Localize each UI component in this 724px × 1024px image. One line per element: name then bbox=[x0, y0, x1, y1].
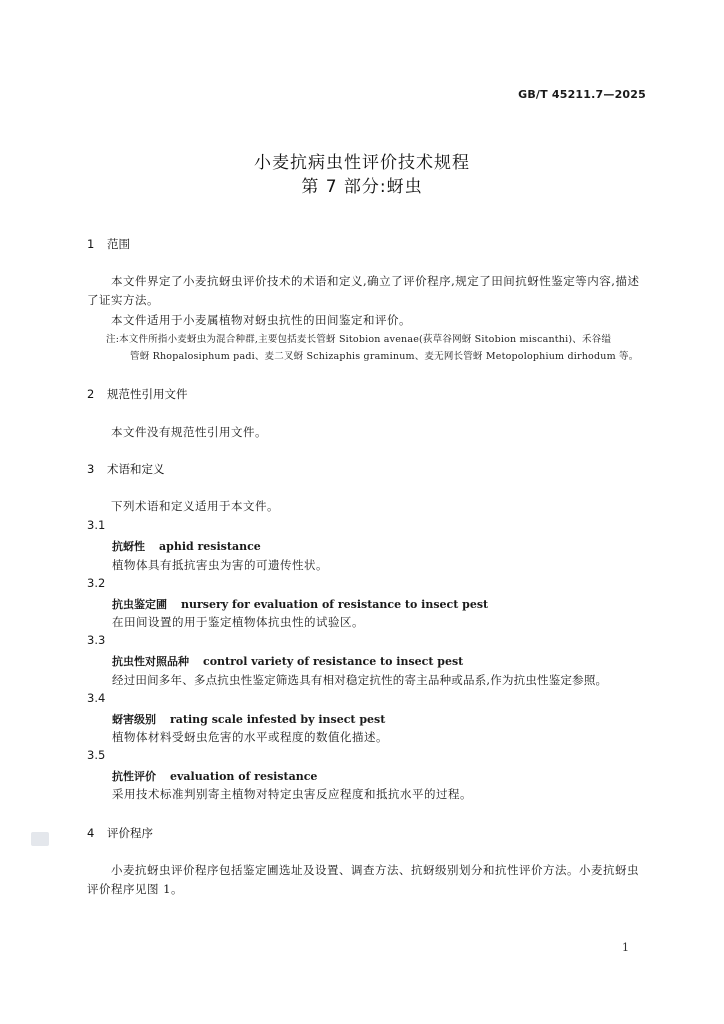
term-en: rating scale infested by insect pest bbox=[170, 713, 386, 726]
term-en: aphid resistance bbox=[159, 540, 261, 553]
term-heading bbox=[112, 711, 385, 727]
terms-intro: 下列术语和定义适用于本文件。 bbox=[111, 499, 279, 513]
section-number: 2 bbox=[87, 387, 95, 401]
page-number: 1 bbox=[622, 941, 629, 954]
term-number: 3.3 bbox=[87, 633, 106, 647]
section-number: 3 bbox=[87, 462, 95, 476]
section-1-heading bbox=[87, 236, 130, 252]
section-3-heading bbox=[87, 461, 165, 477]
term-zh: 抗蚜性 bbox=[112, 540, 145, 553]
term-definition: 采用技术标准判别寄主植物对特定虫害反应程度和抵抗水平的过程。 bbox=[112, 787, 472, 801]
section-2-heading bbox=[87, 386, 188, 402]
procedure-paragraph: 小麦抗蚜虫评价程序包括鉴定圃选址及设置、调查方法、抗蚜级别划分和抗性评价方法。小麦抗蚜虫评价程序见图 1。 bbox=[87, 863, 639, 896]
term-zh: 抗虫鉴定圃 bbox=[112, 598, 167, 611]
term-en: evaluation of resistance bbox=[170, 770, 318, 783]
term-definition: 在田间设置的用于鉴定植物体抗虫性的试验区。 bbox=[112, 615, 364, 629]
term-number: 3.2 bbox=[87, 576, 106, 590]
term-number: 3.5 bbox=[87, 748, 106, 762]
term-definition: 植物体材料受蚜虫危害的水平或程度的数值化描述。 bbox=[112, 730, 388, 744]
scope-note bbox=[106, 331, 646, 365]
section-title: 规范性引用文件 bbox=[107, 387, 188, 401]
standard-number: GB/T 45211.7—2025 bbox=[518, 88, 646, 101]
section-number: 4 bbox=[87, 826, 95, 840]
term-heading bbox=[112, 538, 261, 554]
term-en: nursery for evaluation of resistance to insect pest bbox=[181, 598, 489, 611]
section-title: 范围 bbox=[107, 237, 130, 251]
document-subtitle: 第 7 部分:蚜虫 bbox=[301, 177, 423, 197]
term-zh: 蚜害级别 bbox=[112, 713, 156, 726]
scope-paragraph-1: 本文件界定了小麦抗蚜虫评价技术的术语和定义,确立了评价程序,规定了田间抗蚜性鉴定等内容,描述了证实方法。 bbox=[87, 274, 640, 307]
scope-paragraph-2: 本文件适用于小麦属植物对蚜虫抗性的田间鉴定和评价。 bbox=[111, 313, 411, 327]
term-heading bbox=[112, 596, 488, 612]
term-heading bbox=[112, 653, 463, 669]
term-number: 3.4 bbox=[87, 691, 106, 705]
margin-marker bbox=[31, 832, 49, 846]
term-heading bbox=[112, 768, 317, 784]
section-4-heading bbox=[87, 825, 153, 841]
term-definition: 经过田间多年、多点抗虫性鉴定筛选具有相对稳定抗性的寄主品种或品系,作为抗虫性鉴定参照。 bbox=[112, 673, 608, 687]
term-zh: 抗虫性对照品种 bbox=[112, 655, 189, 668]
term-definition: 植物体具有抵抗害虫为害的可遗传性状。 bbox=[112, 558, 328, 572]
term-number: 3.1 bbox=[87, 518, 106, 532]
note-line-2: 管蚜 Rhopalosiphum padi、麦二叉蚜 Schizaphis graminum、麦无网长管蚜 Metopolophium dirhodum 等。 bbox=[130, 351, 639, 362]
note-line-1: 注:本文件所指小麦蚜虫为混合种群,主要包括麦长管蚜 Sitobion avenae(荻草谷网蚜 Sitobion miscanthi)、禾谷缢 bbox=[106, 334, 612, 345]
term-en: control variety of resistance to insect pest bbox=[203, 655, 464, 668]
section-title: 评价程序 bbox=[107, 826, 153, 840]
term-zh: 抗性评价 bbox=[112, 770, 156, 783]
section-number: 1 bbox=[87, 237, 95, 251]
section-title: 术语和定义 bbox=[107, 462, 165, 476]
document-title: 小麦抗病虫性评价技术规程 bbox=[254, 153, 470, 173]
normative-references-paragraph: 本文件没有规范性引用文件。 bbox=[111, 425, 267, 439]
